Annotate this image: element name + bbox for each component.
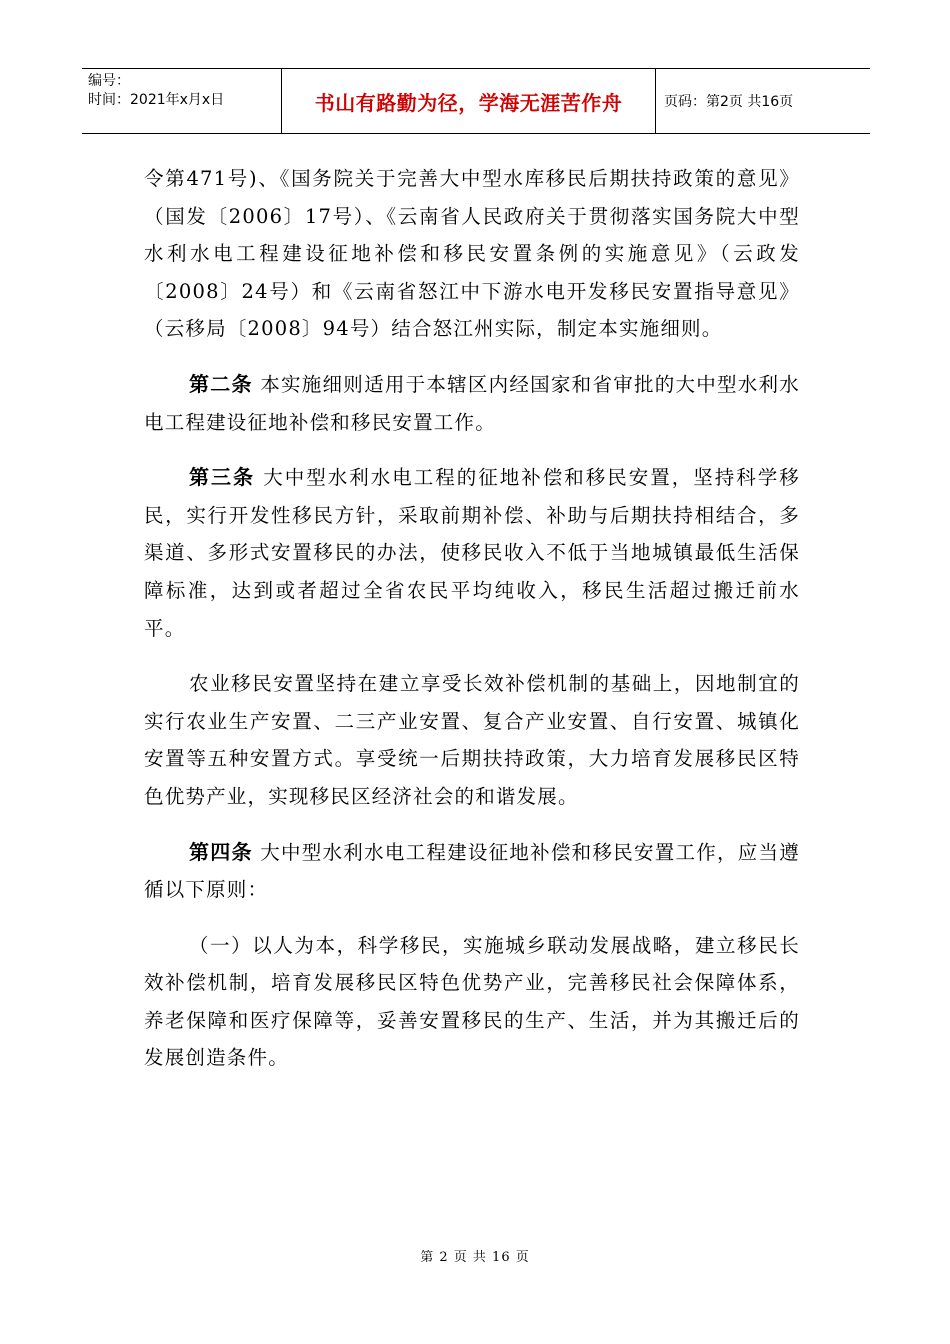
header-motto: 书山有路勤为径，学海无涯苦作舟 (282, 69, 656, 133)
header-meta (82, 69, 282, 133)
article-2-heading: 第二条 (189, 371, 253, 396)
paragraph-agricultural-resettlement: 农业移民安置坚持在建立享受长效补偿机制的基础上，因地制宜的实行农业生产安置、二三产业安置、复合产业安置、自行安置、城镇化安置等五种安置方式。享受统一后期扶持政策，大力培育发展移民区特色优势产业，实现移民区经济社会的和谐发展。 (144, 672, 800, 808)
article-3-text: 大中型水利水电工程的征地补偿和移民安置，坚持科学移民，实行开发性移民方针，采取前期补偿、补助与后期扶持相结合，多渠道、多形式安置移民的办法，使移民收入不低于当地城镇最低生活保障标准，达到或者超过全省农民平均纯收入，移民生活超过搬迁前水平。 (144, 466, 800, 640)
principle-one: （一）以人为本，科学移民，实施城乡联动发展战略，建立移民长效补偿机制，培育发展移民区特色优势产业，完善移民社会保障体系，养老保障和医疗保障等，妥善安置移民的生产、生活，并为其搬迁后的发展创造条件。 (144, 933, 800, 1070)
article-4-text: 大中型水利水电工程建设征地补偿和移民安置工作，应当遵循以下原则： (144, 840, 800, 902)
page-footer: 第 2 页 共 16 页 (420, 1250, 530, 1265)
header-page-info: 页码：第2页 共16页 (664, 94, 794, 110)
article-2-text: 本实施细则适用于本辖区内经国家和省审批的大中型水利水电工程建设征地补偿和移民安置工作。 (144, 372, 800, 434)
article-4 (144, 834, 800, 909)
document-body (144, 160, 800, 1095)
paragraph-continued: 令第471号)、《国务院关于完善大中型水库移民后期扶持政策的意见》（国发〔2006〕17号）、《云南省人民政府关于贯彻落实国务院大中型水利水电工程建设征地补偿和移民安置条例的实施意见》（云政发〔2008〕24号）和《云南省怒江中下游水电开发移民安置指导意见》（云移局〔2008〕94号）结合怒江州实际，制定本实施细则。 (144, 167, 800, 341)
page-header (82, 68, 870, 134)
article-4-heading: 第四条 (189, 839, 253, 864)
article-3 (144, 459, 800, 647)
article-3-heading: 第三条 (189, 465, 256, 490)
document-number-label: 编号： (88, 73, 130, 89)
article-2 (144, 366, 800, 441)
document-time-label: 时间：2021年x月x日 (88, 92, 225, 108)
